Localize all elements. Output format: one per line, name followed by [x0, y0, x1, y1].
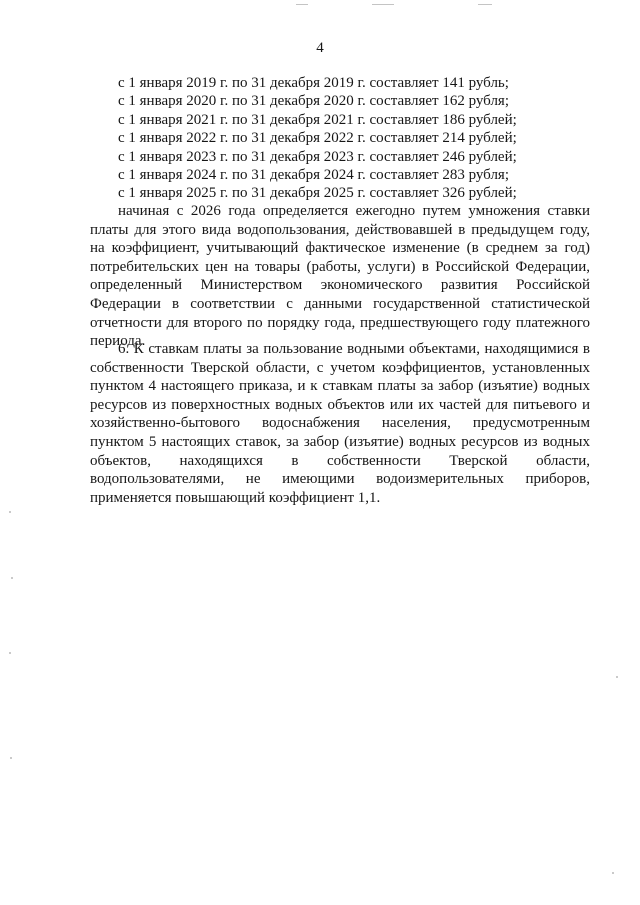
rate-line: с 1 января 2019 г. по 31 декабря 2019 г. составляет 141 рубль; [118, 75, 509, 91]
rate-line: с 1 января 2021 г. по 31 декабря 2021 г. составляет 186 рублей; [118, 111, 517, 128]
rates-list [118, 74, 517, 203]
scan-speck [10, 757, 12, 759]
rate-line: с 1 января 2024 г. по 31 декабря 2024 г. составляет 283 рубля; [118, 167, 509, 184]
clause-6-paragraph: 6. К ставкам платы за пользование водными объектами, находящимися в собственности Тверской области, с учетом коэффициентов, установленных пунктом 4 настоящего приказа, и к ставкам платы за забор (изъятие) водных ресурсов из поверхностных водных объектов или их частей для питьевого и хозяйственно-бытового водоснабжения населения, предусмотренным пунктом 5 настоящих ставок, за забор (изъятие) водных ресурсов из водных объектов, находящихся в собственности Тверской области, водопользователями, не имеющими водоизмерительных приборов, применяется повышающий коэффициент 1,1. [90, 341, 590, 506]
page-number: 4 [316, 40, 324, 56]
scan-speck [9, 652, 11, 654]
scan-artifact [478, 4, 492, 5]
scan-speck [612, 872, 614, 874]
rate-line: с 1 января 2022 г. по 31 декабря 2022 г. составляет 214 рублей; [118, 130, 517, 147]
scan-artifact [296, 4, 308, 5]
indexation-paragraph: начиная с 2026 года определяется ежегодно путем умножения ставки платы для этого вида водопользования, действовавшей в предыдущем году, на коэффициент, учитывающий фактическое изменение (в среднем за год) потребительских цен на товары (работы, услуги) в Российской Федерации, определенный Министерством экономического развития Российской Федерации в соответствии с данными государственной статистической отчетности для второго по порядку года, предшествующего году платежного периода. [90, 203, 590, 350]
rate-line: с 1 января 2020 г. по 31 декабря 2020 г. составляет 162 рубля; [118, 93, 509, 110]
scan-speck [11, 577, 13, 579]
scan-speck [616, 676, 618, 678]
rate-line: с 1 января 2023 г. по 31 декабря 2023 г. составляет 246 рублей; [118, 148, 517, 165]
rate-line: с 1 января 2025 г. по 31 декабря 2025 г. составляет 326 рублей; [118, 185, 517, 202]
scan-artifact [372, 4, 394, 5]
scan-speck [9, 511, 11, 513]
